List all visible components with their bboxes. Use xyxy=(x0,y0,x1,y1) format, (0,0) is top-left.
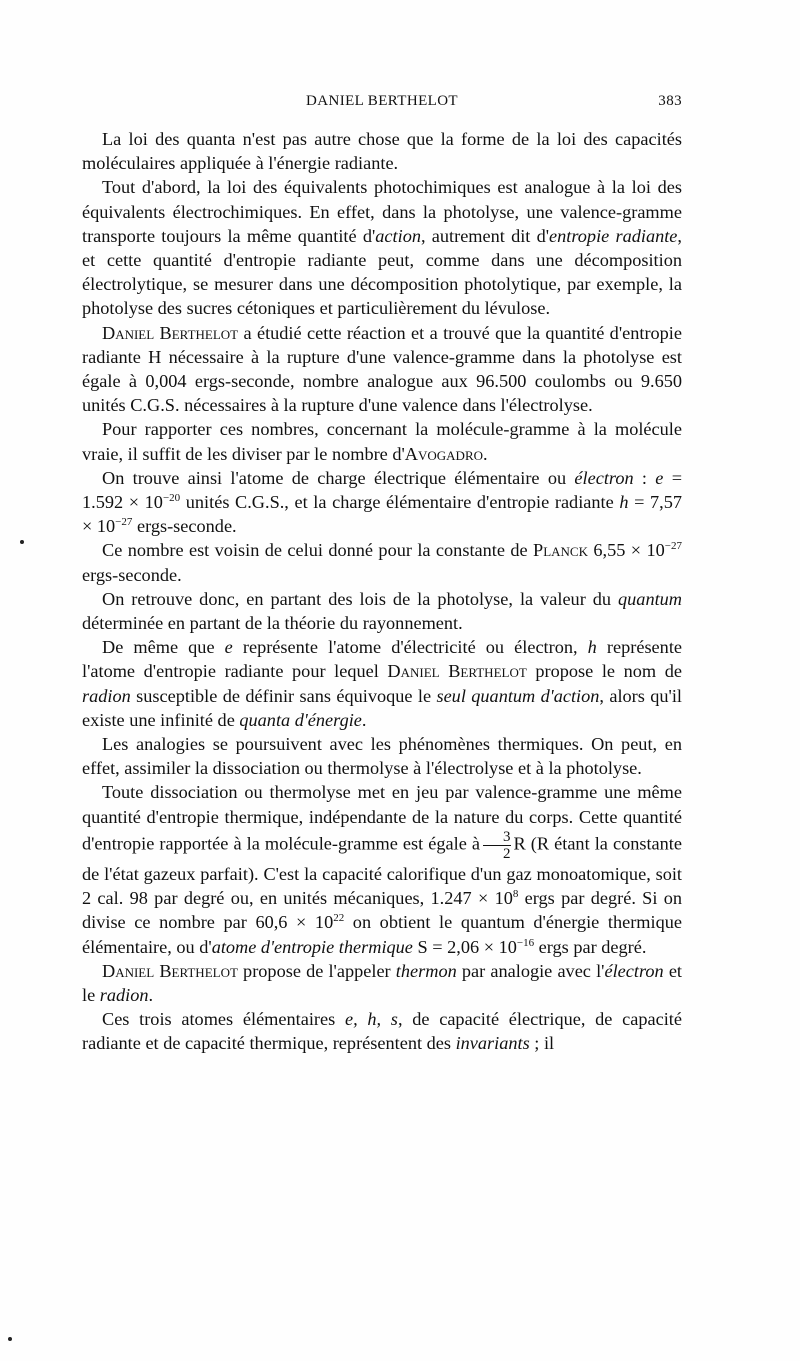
paragraph-2: Tout d'abord, la loi des équivalents photochimiques est analogue à la loi des équivalents électrochimiques. En effet, dans la photolyse, une valence-gramme transporte toujours la même quantité d'action, autrement dit d'entropie radiante, et cette quantité d'entropie radiante peut, comme dans une décomposition électrolytique, se mesurer dans une décomposition photolytique, par exemple, la photolyse des sucres cétoniques et particulièrement du lévulose. xyxy=(82,177,682,319)
author-name: Daniel Berthelot xyxy=(102,960,238,981)
paragraph-12: Ces trois atomes élémentaires e, h, s, de capacité électrique, de capacité radiante et de capacité thermique, représentent des invariants ; il xyxy=(82,1009,683,1054)
paragraph-5: On trouve ainsi l'atome de charge électrique élémentaire ou électron : $e = 1.592 \times 10^{-20}$ unités C.G.S., et la charge élémentaire d'entropie radiante $h = 7,57 \times 10^{-27}$ ergs-seconde. xyxy=(82,467,682,537)
author-name: Daniel Berthelot xyxy=(102,322,239,343)
paragraph-7: On retrouve donc, en partant des lois de la photolyse, la valeur du quantum déterminée en partant de la théorie du rayonnement. xyxy=(82,588,682,634)
page-body xyxy=(82,127,682,1056)
author-name: Avogadro xyxy=(404,443,483,464)
paragraph-8: De même que e représente l'atome d'électricité ou électron, h représente l'atome d'entropie radiante pour lequel Daniel Berthelot propose le nom de radion susceptible de définir sans équivoque le seul quantum d'action, alors qu'il existe une infinité de quanta d'énergie. xyxy=(82,637,683,730)
page-number: 383 xyxy=(658,93,682,109)
author-name: Daniel Berthelot xyxy=(387,661,527,682)
margin-speck xyxy=(8,1337,12,1341)
paragraph-11: Daniel Berthelot propose de l'appeler thermon par analogie avec l'électron et le radion. xyxy=(82,960,683,1005)
paragraph-9: Les analogies se poursuivent avec les phénomènes thermiques. On peut, en effet, assimiler la dissociation ou thermolyse à l'électrolyse et à la photolyse. xyxy=(82,734,682,779)
running-header xyxy=(82,93,682,113)
paragraph-3: Daniel Berthelot a étudié cette réaction et a trouvé que la quantité d'entropie radiante H nécessaire à la rupture d'une valence-gramme dans la photolyse est égale à 0,004 ergs-seconde, nombre analogue aux 96.500 coulombs ou 9.650 unités C.G.S. nécessaires à la rupture d'une valence dans l'électrolyse. xyxy=(82,322,683,416)
fraction-three-halves: $\frac{3}{2}$ xyxy=(483,829,511,862)
paragraph-4: Pour rapporter ces nombres, concernant la molécule-gramme à la molécule vraie, il suffit de les diviser par le nombre d'Avogadro. xyxy=(82,419,682,464)
margin-speck xyxy=(20,540,24,544)
paragraph-1: La loi des quanta n'est pas autre chose que la forme de la loi des capacités moléculaires appliquée à l'énergie radiante. xyxy=(82,129,682,174)
running-title: DANIEL BERTHELOT xyxy=(306,93,458,109)
paragraph-10: Toute dissociation ou thermolyse met en jeu par valence-gramme une même quantité d'entropie thermique, indépendante de la nature du corps. Cette quantité d'entropie rapportée à la molécule-gramme est égale à $\frac{3}{2}$ R (R étant la constante de l'état gazeux parfait). C'est la capacité calorifique d'un gaz monoatomique, soit 2 cal. 98 par degré ou, en unités mécaniques, $1.247 \times 10^8$ ergs par degré. Si on divise ce nombre par $60,6 \times 10^{22}$ on obtient le quantum d'énergie thermique élémentaire, ou d'atome d'entropie thermique $S = 2,06 \times 10^{-16}$ ergs par degré. xyxy=(82,782,683,957)
paragraph-6: Ce nombre est voisin de celui donné pour la constante de Planck $6,55 \times 10^{-27}$ ergs-seconde. xyxy=(82,540,682,585)
author-name: Planck xyxy=(533,540,588,561)
